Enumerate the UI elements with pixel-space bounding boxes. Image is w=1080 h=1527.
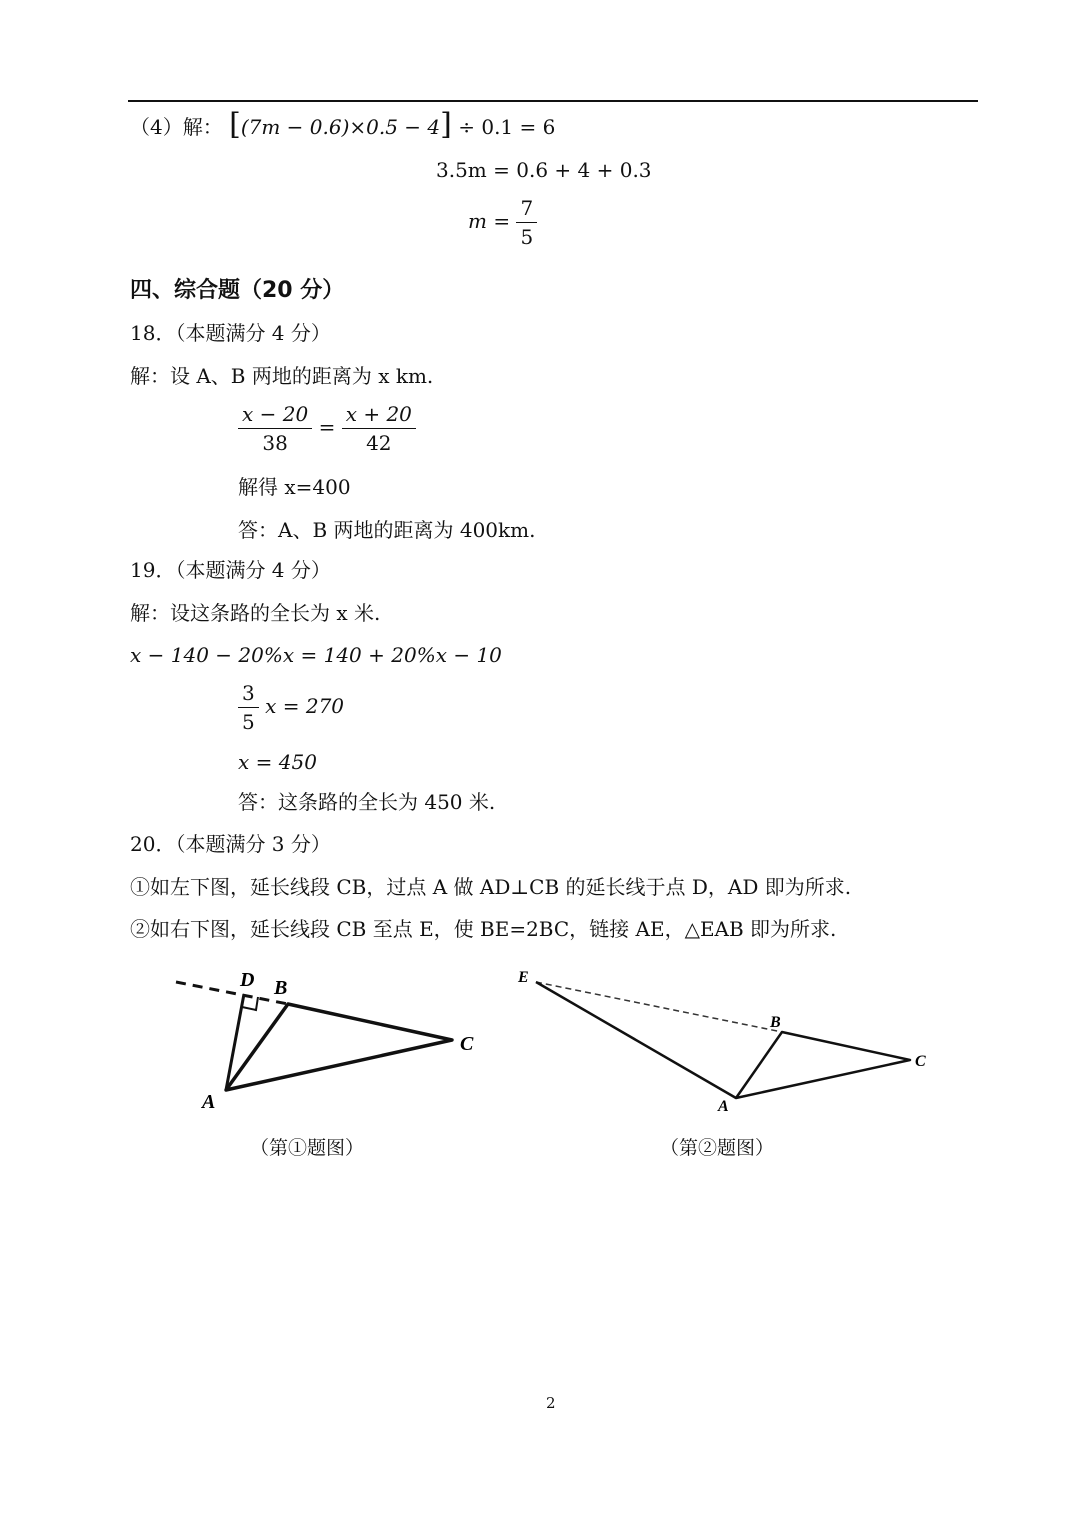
label-B: B [770, 1014, 781, 1031]
figure-2-caption: （第②题图） [660, 1137, 775, 1159]
figure-1 [160, 960, 500, 1120]
part4-equation-3: m = $\frac{7}{5}$ [468, 198, 537, 247]
page-number: 2 [546, 1394, 556, 1412]
q18-heading: 18．（本题满分 4 分） [130, 321, 331, 345]
label-D: D [240, 969, 255, 991]
q18-setup: 解：设 A、B 两地的距离为 x km. [130, 364, 434, 388]
q18-equation: $\frac{x - 20}{38}$ = $\frac{x + 20}{42}$ [238, 404, 416, 453]
extension-line-dashed [176, 982, 288, 1004]
q19-answer: 答：这条路的全长为 450 米. [238, 790, 496, 814]
q19-equation-2: $\frac{3}{5}$ x = 270 [238, 683, 344, 732]
fraction: $\frac{3}{5}$ [238, 683, 259, 732]
label-C: C [460, 1033, 474, 1055]
fraction: $\frac{7}{5}$ [516, 198, 537, 247]
right-bracket: ] [440, 107, 452, 142]
q19-equation-1: x − 140 − 20%x = 140 + 20%x − 10 [130, 643, 502, 667]
section-title: 四、综合题（20 分） [130, 278, 345, 303]
q19-heading: 19．（本题满分 4 分） [130, 558, 331, 582]
segment-EB-dashed [536, 982, 782, 1032]
q19-setup: 解：设这条路的全长为 x 米. [130, 601, 381, 625]
label-B: B [274, 977, 288, 999]
triangle-ABC [736, 1032, 910, 1098]
figure-2 [510, 960, 940, 1120]
q19-equation-3: x = 450 [238, 750, 317, 774]
figure-1-caption: （第①题图） [250, 1137, 365, 1159]
q20-heading: 20．（本题满分 3 分） [130, 832, 331, 856]
left-bracket: [ [229, 107, 241, 142]
q20-item-2: ②如右下图，延长线段 CB 至点 E，使 BE=2BC，链接 AE，△EAB 即为所求. [130, 917, 837, 941]
label-A: A [718, 1098, 729, 1115]
q18-solve: 解得 x=400 [238, 475, 351, 499]
label-C: C [915, 1053, 926, 1070]
part4-equation-1: （4）解： [(7m − 0.6)×0.5 − 4] ÷ 0.1 = 6 [130, 107, 556, 142]
segment-AE [536, 982, 736, 1098]
label-A: A [202, 1091, 216, 1113]
header-rule [128, 100, 978, 102]
q18-answer: 答：A、B 两地的距离为 400km. [238, 518, 536, 542]
label-E: E [518, 969, 529, 986]
fraction-left: $\frac{x - 20}{38}$ [238, 404, 312, 453]
q20-item-1: ①如左下图，延长线段 CB，过点 A 做 AD⊥CB 的延长线于点 D，AD 即为所求. [130, 875, 852, 899]
part4-equation-2: 3.5m = 0.6 + 4 + 0.3 [436, 158, 652, 182]
fraction-right: $\frac{x + 20}{42}$ [342, 404, 416, 453]
triangle-ABC [226, 1004, 452, 1090]
